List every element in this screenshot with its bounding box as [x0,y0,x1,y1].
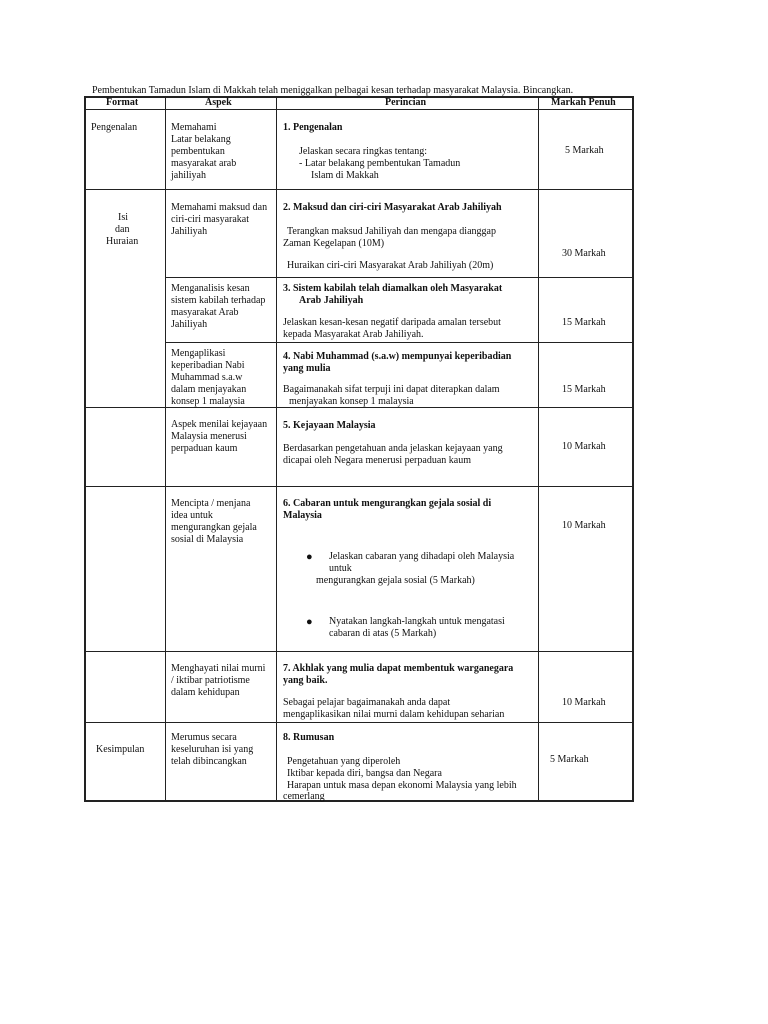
perincian-title: 2. Maksud dan ciri-ciri Masyarakat Arab Jahiliyah [283,202,502,213]
aspek-line: Muhammad s.a.w [171,372,243,383]
aspek-line: perpaduan kaum [171,443,238,454]
perincian-line: mengaplikasikan nilai murni dalam kehidupan seharian [283,709,505,720]
perincian-line: Harapan untuk masa depan ekonomi Malaysia yang lebih [287,780,517,791]
aspek-line: masyarakat arab [171,158,237,169]
markah-value: 5 Markah [565,145,604,156]
perincian-line: Islam di Makkah [311,170,379,181]
perincian-line: Jelaskan kesan-kesan negatif daripada amalan tersebut [283,317,501,328]
aspek-line: Latar belakang [171,134,231,145]
aspek-line: Malaysia menerusi [171,431,247,442]
perincian-line: cemerlang [283,791,325,802]
perincian-title: Malaysia [283,510,322,521]
perincian-line: untuk [329,563,352,574]
aspek-line: ciri-ciri masyarakat [171,214,250,225]
perincian-line: kepada Masyarakat Arab Jahiliyah. [283,329,424,340]
aspek-line: sosial di Malaysia [171,534,244,545]
perincian-line: dicapai oleh Negara menerusi perpaduan kaum [283,455,471,466]
aspek-line: keperibadian Nabi [171,360,245,371]
aspek-line: Aspek menilai kejayaan [171,419,268,430]
format-kesimpulan: Kesimpulan [96,744,145,755]
aspek-line: konsep 1 malaysia [171,396,245,407]
markah-value: 10 Markah [562,697,606,708]
perincian-line: Jelaskan secara ringkas tentang: [299,146,428,157]
aspek-line: Menghayati nilai murni [171,663,266,674]
aspek-line: idea untuk [171,510,213,521]
aspek-line: Jahiliyah [171,319,208,330]
aspek-line: dalam kehidupan [171,687,240,698]
perincian-title: yang mulia [283,363,331,374]
aspek-line: telah dibincangkan [171,756,247,767]
perincian-line: mengurangkan gejala sosial (5 Markah) [316,575,475,586]
format-huraian: Huraian [106,236,139,247]
aspek-line: / iktibar patriotisme [171,675,250,686]
perincian-line: Iktibar kepada diri, bangsa dan Negara [287,768,442,779]
format-isi: Isi [118,212,128,223]
markah-value: 10 Markah [562,520,606,531]
aspek-line: keseluruhan isi yang [171,744,254,755]
perincian-title: 4. Nabi Muhammad (s.a.w) mempunyai keperibadian [283,351,512,362]
markah-value: 30 Markah [562,248,606,259]
aspek-line: Menganalisis kesan [171,283,250,294]
markah-value: 15 Markah [562,384,606,395]
aspek-line: jahiliyah [171,170,206,181]
format-pengenalan: Pengenalan [91,122,138,133]
perincian-title: 1. Pengenalan [283,122,343,133]
perincian-line: Berdasarkan pengetahuan anda jelaskan kejayaan yang [283,443,503,454]
perincian-line: Nyatakan langkah-langkah untuk mengatasi [329,616,505,627]
perincian-line: Terangkan maksud Jahiliyah dan mengapa dianggap [287,226,496,237]
question-text: Pembentukan Tamadun Islam di Makkah telah meniggalkan pelbagai kesan terhadap masyarakat Malaysia. Bincangkan. [92,85,574,96]
perincian-title: 8. Rumusan [283,732,335,743]
aspek-line: Memahami [171,122,217,133]
markah-value: 10 Markah [562,441,606,452]
perincian-line: Sebagai pelajar bagaimanakah anda dapat [283,697,451,708]
perincian-title: 7. Akhlak yang mulia dapat membentuk warganegara [283,663,514,674]
perincian-line: Pengetahuan yang diperoleh [287,756,401,767]
bullet-icon: ● [306,616,313,628]
perincian-title: 3. Sistem kabilah telah diamalkan oleh Masyarakat [283,283,503,294]
perincian-title: Arab Jahiliyah [299,295,364,306]
perincian-line: - Latar belakang pembentukan Tamadun [299,158,461,169]
header-perincian: Perincian [385,97,427,108]
bullet-icon: ● [306,551,313,563]
aspek-line: dalam menjayakan [171,384,247,395]
perincian-title: 6. Cabaran untuk mengurangkan gejala sosial di [283,498,492,509]
markah-value: 5 Markah [550,754,589,765]
perincian-title: 5. Kejayaan Malaysia [283,420,376,431]
perincian-title: yang baik. [283,675,328,686]
aspek-line: Merumus secara [171,732,237,743]
aspek-line: mengurangkan gejala [171,522,257,533]
aspek-line: sistem kabilah terhadap [171,295,266,306]
header-aspek: Aspek [205,97,232,108]
aspek-line: Mengaplikasi [171,348,226,359]
aspek-line: Mencipta / menjana [171,498,251,509]
aspek-line: Memahami maksud dan [171,202,268,213]
header-markah: Markah Penuh [551,97,616,108]
perincian-line: Zaman Kegelapan (10M) [283,238,385,249]
perincian-line: menjayakan konsep 1 malaysia [289,396,414,407]
aspek-line: masyarakat Arab [171,307,239,318]
perincian-line: cabaran di atas (5 Markah) [329,628,437,639]
header-format: Format [106,97,139,108]
perincian-line: Bagaimanakah sifat terpuji ini dapat diterapkan dalam [283,384,500,395]
perincian-line: Huraikan ciri-ciri Masyarakat Arab Jahiliyah (20m) [287,260,494,271]
markah-value: 15 Markah [562,317,606,328]
aspek-line: pembentukan [171,146,225,157]
aspek-line: Jahiliyah [171,226,208,237]
format-dan: dan [115,224,130,235]
perincian-line: Jelaskan cabaran yang dihadapi oleh Malaysia [329,551,515,562]
